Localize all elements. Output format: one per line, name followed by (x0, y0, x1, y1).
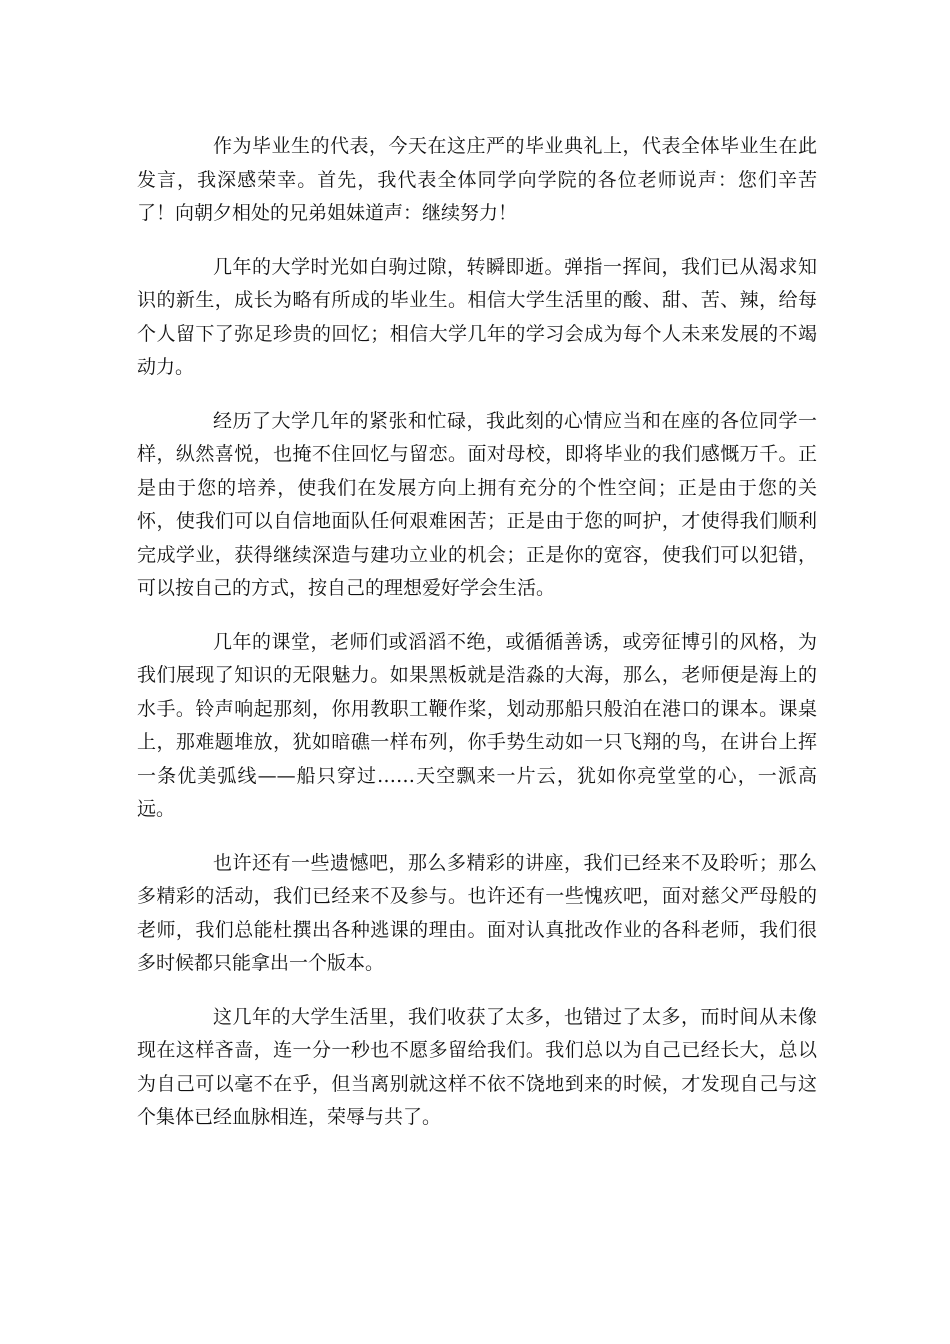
paragraph-6: 这几年的大学生活里，我们收获了太多，也错过了太多，而时间从未像现在这样吝啬，连一分一秒也不愿多留给我们。我们总以为自己已经长大，总以为自己可以毫不在乎，但当离别就这样不依不饶地到来的时候，才发现自己与这个集体已经血脉相连，荣辱与共了。 (137, 1005, 817, 1128)
document-body (137, 130, 817, 1155)
paragraph-2: 几年的大学时光如白驹过隙，转瞬即逝。弹指一挥间，我们已从渴求知识的新生，成长为略有所成的毕业生。相信大学生活里的酸、甜、苦、辣，给每个人留下了弥足珍贵的回忆；相信大学几年的学习会成为每个人未来发展的不竭动力。 (137, 255, 817, 378)
paragraph-1: 作为毕业生的代表，今天在这庄严的毕业典礼上，代表全体毕业生在此发言，我深感荣幸。首先，我代表全体同学向学院的各位老师说声：您们辛苦了！向朝夕相处的兄弟姐妹道声：继续努力！ (137, 135, 817, 224)
paragraph-5: 也许还有一些遗憾吧，那么多精彩的讲座，我们已经来不及聆听；那么多精彩的活动，我们已经来不及参与。也许还有一些愧疚吧，面对慈父严母般的老师，我们总能杜撰出各种逃课的理由。面对认真批改作业的各科老师，我们很多时候都只能拿出一个版本。 (137, 851, 817, 974)
paragraph-3: 经历了大学几年的紧张和忙碌，我此刻的心情应当和在座的各位同学一样，纵然喜悦，也掩不住回忆与留恋。面对母校，即将毕业的我们感慨万千。正是由于您的培养，使我们在发展方向上拥有充分的个性空间；正是由于您的关怀，使我们可以自信地面队任何艰难困苦；正是由于您的呵护，才使得我们顺利完成学业，获得继续深造与建功立业的机会；正是你的宽容，使我们可以犯错，可以按自己的方式，按自己的理想爱好学会生活。 (137, 409, 817, 599)
paragraph-4: 几年的课堂，老师们或滔滔不绝，或循循善诱，或旁征博引的风格，为我们展现了知识的无限魅力。如果黑板就是浩淼的大海，那么，老师便是海上的水手。铃声响起那刻，你用教职工鞭作桨，划动那船只般泊在港口的课本。课桌上，那难题堆放，犹如暗礁一样布列，你手势生动如一只飞翔的鸟，在讲台上挥一条优美弧线——船只穿过……天空飘来一片云，犹如你亮堂堂的心，一派高远。 (137, 630, 817, 820)
